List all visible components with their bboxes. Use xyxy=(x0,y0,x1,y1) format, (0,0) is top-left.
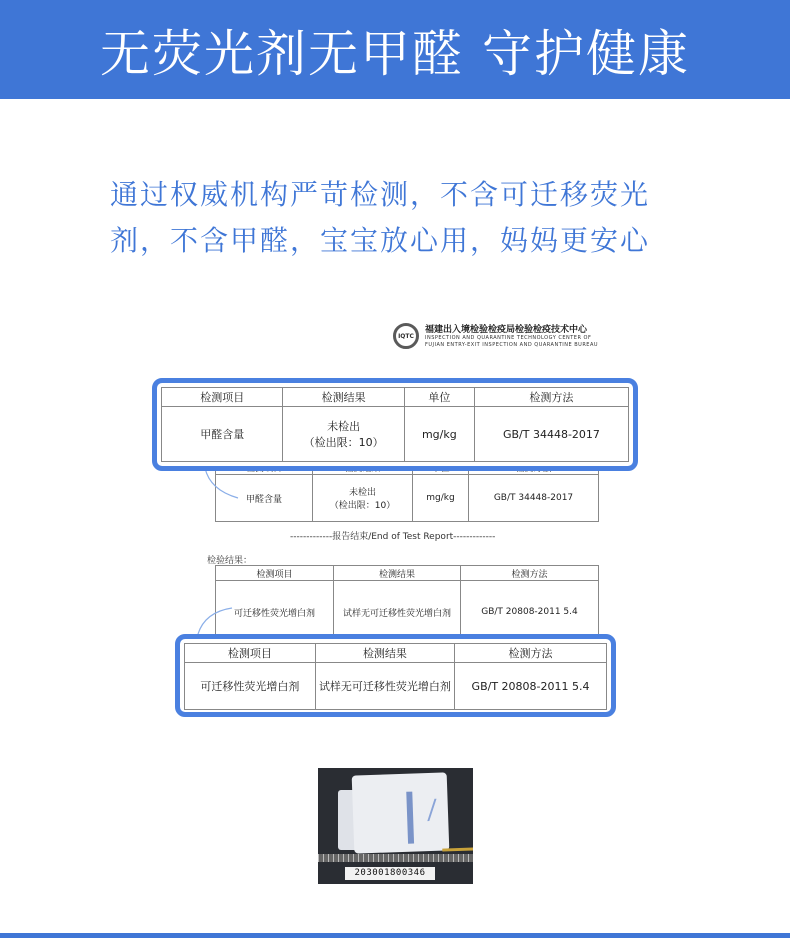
result-line-2: （检出限：10） xyxy=(303,436,384,449)
cell-result: 试样无可迁移性荧光增白剂 xyxy=(315,663,454,710)
cell-method: GB/T 20808-2011 5.4 xyxy=(455,663,607,710)
formaldehyde-table xyxy=(161,387,629,462)
result-line-1: 未检出 xyxy=(327,420,361,433)
sample-bag xyxy=(352,772,450,853)
intro-line-2: 剂，不含甲醛，宝宝放心用，妈妈更安心 xyxy=(110,224,651,257)
doc-cell-result: 试样无可迁移性荧光增白剂 xyxy=(334,581,461,644)
cell-item: 甲醛含量 xyxy=(162,407,283,462)
cell-unit: mg/kg xyxy=(404,407,474,462)
header-item: 检测项目 xyxy=(162,388,283,407)
footer-line xyxy=(0,933,790,938)
header-unit: 单位 xyxy=(404,388,474,407)
header-result: 检测结果 xyxy=(315,644,454,663)
intro-line-1: 通过权威机构严苛检测，不含可迁移荧光 xyxy=(110,178,651,211)
bag-stripe xyxy=(406,792,414,844)
doc-cell-method: GB/T 20808-2011 5.4 xyxy=(461,581,599,644)
doc-header-method: 检测方法 xyxy=(461,566,599,581)
iqtc-logo-icon: IQTC xyxy=(393,323,419,349)
doc-result-line-2: （检出限：10） xyxy=(329,501,396,511)
organization-header xyxy=(393,322,603,352)
sample-photo xyxy=(318,768,473,884)
cell-method: GB/T 34448-2017 xyxy=(474,407,628,462)
doc-result-line-1: 未检出 xyxy=(348,488,376,498)
doc-cell-item: 可迁移性荧光增白剂 xyxy=(216,581,334,644)
fluorescent-callout xyxy=(175,634,616,717)
fluorescent-table xyxy=(184,643,607,710)
cell-item: 可迁移性荧光增白剂 xyxy=(185,663,316,710)
bag-mark xyxy=(427,798,450,821)
header-item: 检测项目 xyxy=(185,644,316,663)
result-label: 检验结果： xyxy=(207,556,253,566)
ruler xyxy=(318,854,473,862)
doc-fluorescent-table xyxy=(215,565,599,644)
banner-title: 无荧光剂无甲醛 守护健康 xyxy=(100,24,690,83)
report-end-line: -------------报告结束/End of Test Report------------- xyxy=(290,532,496,542)
header-banner xyxy=(0,0,790,99)
doc-header-item: 检测项目 xyxy=(216,566,334,581)
sample-number-label: 203001800346 xyxy=(345,867,435,880)
cell-result xyxy=(283,407,404,462)
doc-header-result: 检测结果 xyxy=(334,566,461,581)
org-name: 福建出入境检验检疫局检验检疫技术中心 xyxy=(425,325,588,335)
doc-cell-item: 甲醛含量 xyxy=(216,475,313,522)
intro-text xyxy=(110,172,690,264)
doc-cell-result xyxy=(313,475,413,522)
doc-cell-method: GB/T 34448-2017 xyxy=(469,475,599,522)
table-row xyxy=(216,475,599,522)
table-row xyxy=(185,663,607,710)
table-row xyxy=(162,407,629,462)
rubber-band xyxy=(442,847,473,851)
formaldehyde-callout xyxy=(152,378,638,471)
org-english-line-1: INSPECTION AND QUARANTINE TECHNOLOGY CENTER OF xyxy=(425,335,592,341)
header-method: 检测方法 xyxy=(455,644,607,663)
header-method: 检测方法 xyxy=(474,388,628,407)
doc-cell-unit: mg/kg xyxy=(413,475,469,522)
header-result: 检测结果 xyxy=(283,388,404,407)
org-english-line-2: FUJIAN ENTRY-EXIT INSPECTION AND QUARANTINE BUREAU xyxy=(425,342,599,348)
